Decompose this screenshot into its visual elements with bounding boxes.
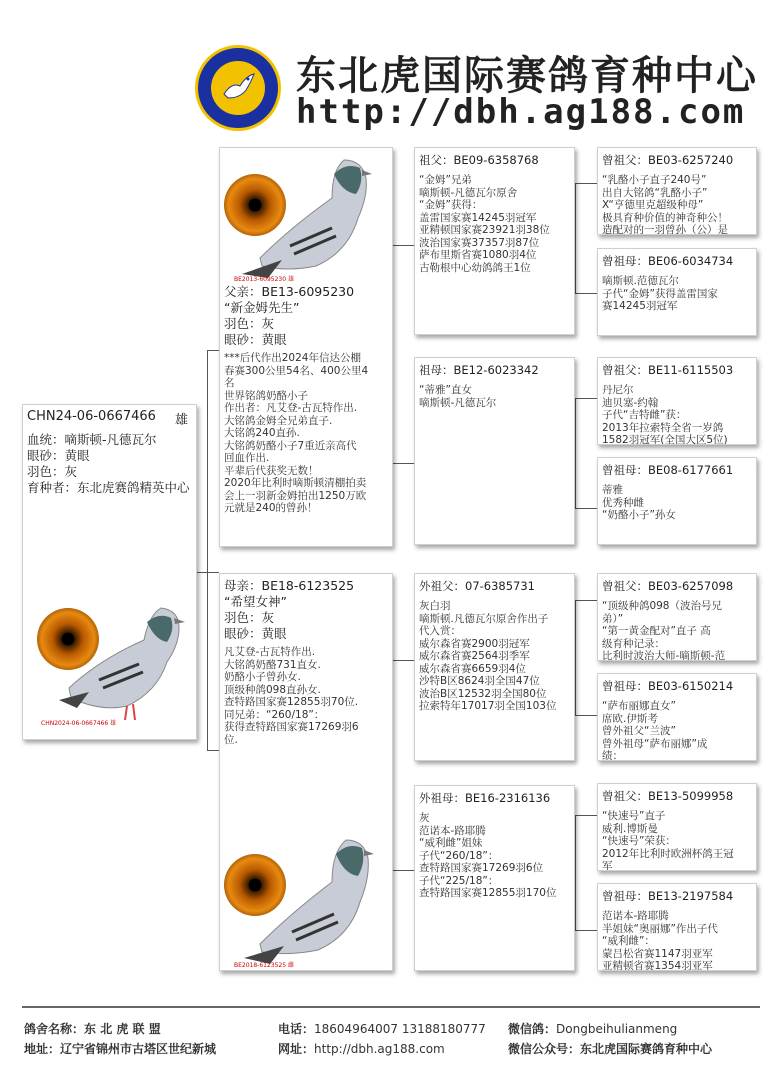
subject-info: 血统：嘀斯顿-凡德瓦尔 xyxy=(27,432,157,447)
grandparent-card xyxy=(414,573,575,761)
father-desc-line: 会上一羽新金姆拍出1250万欧 xyxy=(224,489,367,502)
card-line: 嘀斯顿.凡德瓦尔原舍作出子 xyxy=(419,612,549,625)
connector-line xyxy=(575,508,597,509)
card-header: 曾祖母：BE03-6150214 xyxy=(602,679,734,693)
great-grandparent-card xyxy=(597,783,757,871)
mother-desc-line: 凡艾登-古瓦特作出. xyxy=(224,646,316,658)
footer-divider xyxy=(22,1006,760,1008)
card-line: 子代“吉特雌”获： xyxy=(602,409,687,421)
card-line: “快速号”直子 xyxy=(602,810,666,822)
card-header: 曾祖母：BE06-6034734 xyxy=(602,254,734,268)
footer-value[interactable]: http://dbh.ag188.com xyxy=(314,1042,445,1056)
card-line: 蒂雅 xyxy=(602,484,623,496)
card-line: 比利时波治大师-嘀斯顿-范 xyxy=(602,650,726,661)
card-line: “第一黄金配对”直子 高 xyxy=(602,625,711,637)
card-line: 查特路国家赛12855羽170位 xyxy=(419,887,557,899)
mother-desc-line: 奶酪小子曾孙女. xyxy=(224,671,301,683)
connector-line xyxy=(392,870,414,871)
father-desc-line: 平辈后代获奖无数！ xyxy=(224,464,319,477)
photo-label: BE2018-6123525 雌 xyxy=(234,962,294,969)
footer-label: 电话： xyxy=(278,1022,315,1036)
card-line: 古勒根中心幼鸽鸽王1位 xyxy=(419,261,531,274)
card-line: “快速号”荣获： xyxy=(602,835,676,847)
card-line: 2012年比利时欧洲杯鸽王冠 xyxy=(602,847,734,860)
father-color: 羽色：灰 xyxy=(224,316,275,331)
connector-line xyxy=(575,815,576,930)
card-line: 子代“金姆”获得盖雷国家 xyxy=(602,287,718,300)
great-grandparent-card xyxy=(597,573,757,661)
footer-label: 鸽舍名称： xyxy=(24,1022,85,1036)
site-title: 东北虎国际赛鸽育种中心 xyxy=(296,53,758,99)
father-desc-line: 回血作出. xyxy=(224,452,270,464)
card-line: 查特路国家赛17269羽6位 xyxy=(419,862,544,874)
card-line: 亚精顿国家赛23921羽38位 xyxy=(419,224,550,236)
father-desc-line: 元就是240的曾孙！ xyxy=(224,502,318,514)
site-url[interactable]: http://dbh.ag188.com xyxy=(296,92,746,132)
pigeon-icon xyxy=(220,826,393,970)
mother-ring: 母亲：BE18-6123525 xyxy=(224,578,355,593)
card-line: 曾外祖母“萨布丽娜”成 xyxy=(602,737,708,750)
father-desc-line: 作出者：凡艾登-古瓦特作出. xyxy=(224,402,358,414)
grandparent-card xyxy=(414,357,575,545)
card-line: 波治国家赛37357羽87位 xyxy=(419,236,540,249)
card-line: 亚精顿省赛1354羽亚军 xyxy=(602,960,713,971)
mother-eye: 眼砂：黄眼 xyxy=(224,626,287,641)
grandparent-card xyxy=(414,147,575,335)
pigeon-photo xyxy=(220,148,392,284)
card-line: 曾外祖父“兰波” xyxy=(602,725,676,737)
footer-public-account xyxy=(508,1040,712,1057)
card-line: 代入赏： xyxy=(419,625,461,637)
card-line: 盖雷国家赛14245羽冠军 xyxy=(419,211,537,224)
card-line: “萨布丽娜直女” xyxy=(602,700,676,712)
card-line: 嘀斯顿-凡德瓦尔原舍 xyxy=(419,186,518,199)
footer-value: 东北虎国际赛鸽育种中心 xyxy=(580,1042,713,1056)
father-desc-line: 名 xyxy=(224,377,235,389)
father-name: “新金姆先生” xyxy=(224,300,300,315)
card-header: 曾祖母：BE08-6177661 xyxy=(602,463,734,477)
footer-website xyxy=(278,1040,445,1057)
card-line: “金姆”兄弟 xyxy=(419,174,472,186)
father-desc-line: 2020年比利时嘀斯顿清棚拍卖 xyxy=(224,477,367,489)
footer-wechat xyxy=(508,1020,677,1037)
footer-label: 微信鸽： xyxy=(508,1022,557,1036)
card-header: 外祖母：BE16-2316136 xyxy=(419,791,551,805)
card-line: 半姐妹“奥丽娜”作出子代 xyxy=(602,922,718,935)
footer-value: 辽宁省锦州市古塔区世纪新城 xyxy=(60,1042,217,1056)
card-line: “顶级种鸽098（波治号兄 xyxy=(602,600,722,612)
connector-line xyxy=(207,750,219,751)
father-ring: 父亲：BE13-6095230 xyxy=(224,284,355,299)
pigeon-icon xyxy=(220,148,390,284)
card-line: 优秀种雌 xyxy=(602,496,644,509)
card-line: 级育种记录： xyxy=(602,637,665,650)
footer-phone xyxy=(278,1020,486,1037)
footer-address xyxy=(24,1040,216,1057)
card-header: 曾祖父：BE03-6257240 xyxy=(602,153,734,167)
card-line: “金姆”获得： xyxy=(419,199,483,211)
great-grandparent-card xyxy=(597,883,757,971)
card-line: 丹尼尔 xyxy=(602,384,634,396)
great-grandparent-card xyxy=(597,248,757,336)
card-line: 蒙吕松省赛1147羽亚军 xyxy=(602,947,713,960)
great-grandparent-card xyxy=(597,357,757,445)
mother-name: “希望女神” xyxy=(224,594,287,609)
card-line: 2013年拉索特全省一岁鸽 xyxy=(602,421,724,434)
card-line: 子代“225/18”： xyxy=(419,874,499,887)
card-line: “蒂雅”直女 xyxy=(419,384,472,396)
connector-line xyxy=(392,660,414,661)
card-line: 威尔森省赛6659羽4位 xyxy=(419,662,526,675)
card-line: 出自大铭鸽“乳酪小子” xyxy=(602,186,708,199)
card-line: 弟）” xyxy=(602,612,624,625)
connector-line xyxy=(575,815,597,816)
mother-card xyxy=(219,573,393,971)
pigeon-logo-icon xyxy=(218,68,258,108)
card-line: 造配对的一羽曾孙（公）是 xyxy=(602,224,728,235)
card-line: 沙特B区8624羽全国47位 xyxy=(419,675,540,687)
connector-line xyxy=(575,398,597,399)
pigeon-photo xyxy=(220,826,393,970)
father-desc-line: 大铭鸽金姆全兄弟直子. xyxy=(224,414,333,427)
card-line: 子代“260/18”： xyxy=(419,849,499,862)
mother-desc-line: 位. xyxy=(224,733,238,746)
connector-line xyxy=(575,183,576,293)
connector-line xyxy=(197,572,219,573)
card-line: 赛14245羽冠军 xyxy=(602,300,678,312)
connector-line xyxy=(575,715,597,716)
card-line: “奶酪小子”孙女 xyxy=(602,509,676,521)
footer-label: 微信公众号： xyxy=(508,1042,581,1056)
connector-line xyxy=(207,350,219,351)
photo-label: CHN2024-06-0667466 雄 xyxy=(41,720,117,727)
card-line: 绩： xyxy=(602,750,623,761)
father-card xyxy=(219,147,393,547)
card-line: 军 xyxy=(602,860,613,871)
card-line: 嘀斯顿-凡德瓦尔 xyxy=(419,396,497,409)
subject-info: 眼砂：黄眼 xyxy=(27,448,90,463)
connector-line xyxy=(575,600,597,601)
footer-loft xyxy=(24,1020,161,1037)
card-line: 威尔森省赛2564羽季军 xyxy=(419,650,530,662)
photo-label: BE2013-6095230 雄 xyxy=(234,276,294,283)
subject-card xyxy=(22,404,197,740)
subject-info: 羽色：灰 xyxy=(27,464,78,479)
mother-color: 羽色：灰 xyxy=(224,610,275,625)
mother-desc-line: 获得查特路国家赛17269羽6 xyxy=(224,721,359,733)
card-line: 范诺本-路耶腾 xyxy=(419,824,486,837)
card-header: 外祖父：07-6385731 xyxy=(419,579,535,593)
card-line: 嘀斯顿.范德瓦尔 xyxy=(602,275,679,287)
pigeon-icon xyxy=(29,600,189,730)
card-line: 1582羽冠军(全国大区5位) xyxy=(602,434,728,445)
card-header: 曾祖母：BE13-2197584 xyxy=(602,889,734,903)
card-line: 萨布里斯省赛1080羽4位 xyxy=(419,249,537,261)
connector-line xyxy=(575,293,597,294)
great-grandparent-card xyxy=(597,147,757,235)
card-header: 祖母：BE12-6023342 xyxy=(419,363,539,377)
father-desc-line: ***后代作出2024年信达公棚 xyxy=(224,352,361,364)
card-line: 迪贝塞-约翰 xyxy=(602,396,659,409)
card-line: “乳酪小子直子240号” xyxy=(602,174,707,186)
mother-desc-line: 同兄弟：“260/18”： xyxy=(224,708,325,721)
logo-icon xyxy=(195,45,281,131)
card-header: 祖父：BE09-6358768 xyxy=(419,153,539,167)
father-eye: 眼砂：黄眼 xyxy=(224,332,287,347)
card-line: 威尔森省赛2900羽冠军 xyxy=(419,637,530,650)
card-line: 范诺本-路耶腾 xyxy=(602,910,669,922)
card-line: 拉索特年17017羽全国103位 xyxy=(419,700,557,712)
subject-ring: CHN24-06-0667466 xyxy=(27,409,156,424)
card-line: X“亨德里克超级种母” xyxy=(602,199,704,211)
card-line: 威利.博斯曼 xyxy=(602,822,658,835)
card-header: 曾祖父：BE13-5099958 xyxy=(602,789,734,803)
card-line: 灰 xyxy=(419,812,430,824)
footer-value[interactable]: 18604964007 13188180777 xyxy=(314,1022,486,1036)
card-header: 曾祖父：BE03-6257098 xyxy=(602,579,734,593)
mother-desc-line: 大铭鸽奶酪731直女. xyxy=(224,658,321,671)
card-line: “威利雌”： xyxy=(602,935,655,947)
subject-info: 育种者：东北虎赛鸽精英中心 xyxy=(27,480,190,495)
card-line: 波治B区12532羽全国80位 xyxy=(419,687,547,700)
connector-line xyxy=(392,463,414,464)
footer-value: 东 北 虎 联 盟 xyxy=(84,1022,161,1036)
card-line: 席欧.伊斯考 xyxy=(602,712,658,725)
card-line: 极具育种价值的神奇种公！ xyxy=(602,211,728,224)
card-line: 灰白羽 xyxy=(419,600,451,612)
mother-desc-line: 查特路国家赛12855羽70位. xyxy=(224,696,359,708)
father-desc-line: 大铭鸽奶酪小子7重近亲高代 xyxy=(224,439,357,452)
father-desc-line: 大铭鸽240直孙. xyxy=(224,427,300,439)
subject-sex: 雄 xyxy=(174,413,188,428)
footer-label: 地址： xyxy=(24,1042,61,1056)
card-line: “威利雌”姐妹 xyxy=(419,837,483,849)
footer-value: Dongbeihulianmeng xyxy=(556,1022,678,1036)
mother-desc-line: 顶级种鸽098直孙女. xyxy=(224,683,321,696)
pigeon-photo xyxy=(29,600,189,730)
connector-line xyxy=(392,245,414,246)
connector-line xyxy=(207,350,208,750)
connector-line xyxy=(575,398,576,508)
father-desc-line: 世界铭鸽奶酪小子 xyxy=(224,389,308,402)
grandparent-card xyxy=(414,785,575,971)
connector-line xyxy=(575,600,576,715)
connector-line xyxy=(575,183,597,184)
great-grandparent-card xyxy=(597,457,757,545)
card-header: 曾祖父：BE11-6115503 xyxy=(602,363,734,377)
connector-line xyxy=(575,930,597,931)
great-grandparent-card xyxy=(597,673,757,761)
footer-label: 网址： xyxy=(278,1042,315,1056)
father-desc-line: 春赛300公里54名、400公里4 xyxy=(224,364,369,377)
